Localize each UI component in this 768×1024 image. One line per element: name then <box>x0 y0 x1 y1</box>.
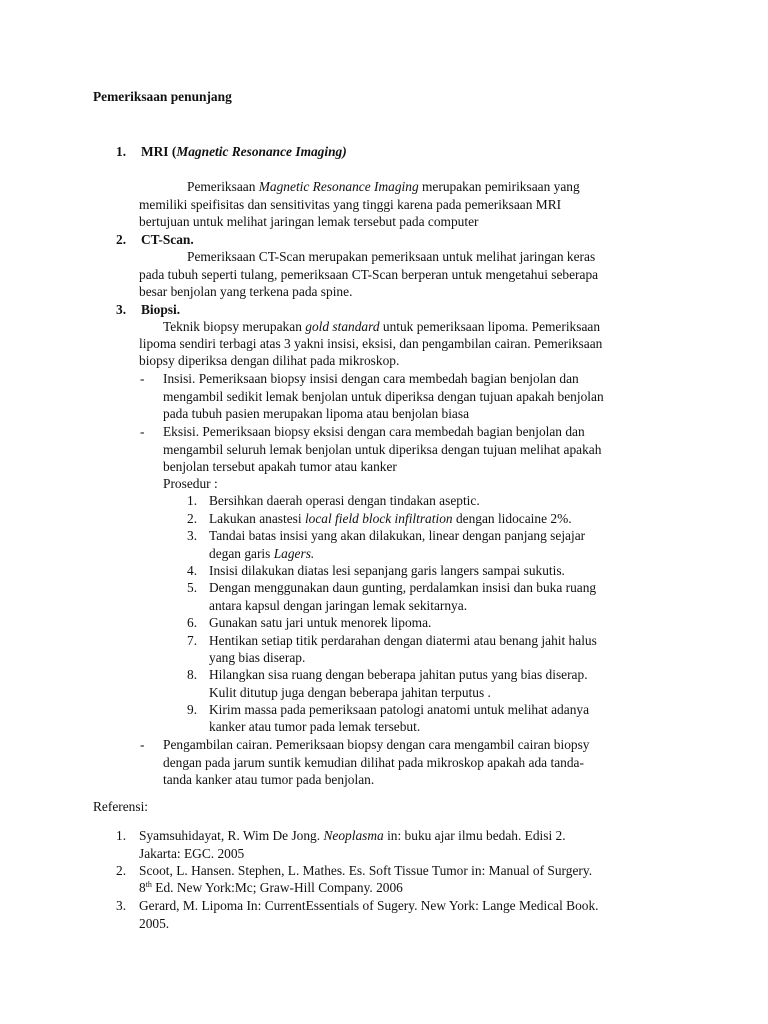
biopsi-paragraph-line: Teknik biopsy merupakan gold standard untuk pemeriksaan lipoma. Pemeriksaan <box>163 319 601 334</box>
references-title: Referensi: <box>93 799 149 814</box>
mri-paragraph-line: bertujuan untuk melihat jaringan lemak tersebut pada computer <box>139 214 479 229</box>
step-text: Kulit ditutup juga dengan beberapa jahitan terputus . <box>209 685 491 700</box>
step-number: 2. <box>187 511 198 526</box>
mri-paragraph-line: memiliki speifisitas dan sensitivitas yang tinggi karena pada pemeriksaan MRI <box>139 197 562 212</box>
insisi-line: Insisi. Pemeriksaan biopsy insisi dengan cara membedah bagian benjolan dan <box>163 371 579 386</box>
biopsi-paragraph-line: lipoma sendiri terbagi atas 3 yakni insisi, eksisi, dan pengambilan cairan. Pemeriksaan <box>139 336 603 351</box>
reference-number: 1. <box>116 828 127 843</box>
step-text: Dengan menggunakan daun gunting, perdalamkan insisi dan buka ruang <box>209 580 597 595</box>
insisi-line: pada tubuh pasien merupakan lipoma atau benjolan biasa <box>163 406 470 421</box>
reference-line: Gerard, M. Lipoma In: CurrentEssentials of Sugery. New York: Lange Medical Book. <box>139 898 599 913</box>
reference-line: 8th Ed. New York:Mc; Graw-Hill Company. 2006 <box>139 880 403 895</box>
eksisi-line: benjolan tersebut apakah tumor atau kanker <box>163 459 397 474</box>
step-number: 5. <box>187 580 198 595</box>
step-number: 3. <box>187 528 198 543</box>
reference-number: 3. <box>116 898 127 913</box>
ct-paragraph-line: pada tubuh seperti tulang, pemeriksaan CT-Scan berperan untuk mengetahui seberapa <box>139 267 599 282</box>
step-text: degan garis Lagers. <box>209 546 315 561</box>
biopsi-number: 3. <box>116 302 127 317</box>
reference-line: Jakarta: EGC. 2005 <box>139 846 245 861</box>
step-text: yang bias diserap. <box>209 650 306 665</box>
step-number: 7. <box>187 633 198 648</box>
step-text: kanker atau tumor pada lemak tersebut. <box>209 719 421 734</box>
eksisi-line: Eksisi. Pemeriksaan biopsy eksisi dengan cara membedah bagian benjolan dan <box>163 424 585 439</box>
ct-paragraph-line: Pemeriksaan CT-Scan merupakan pemeriksaan untuk melihat jaringan keras <box>187 249 596 264</box>
step-text: Kirim massa pada pemeriksaan patologi anatomi untuk melihat adanya <box>209 702 590 717</box>
ct-number: 2. <box>116 232 127 247</box>
step-text: Hilangkan sisa ruang dengan beberapa jahitan putus yang bias diserap. <box>209 667 588 682</box>
biopsi-title: Biopsi. <box>141 302 181 317</box>
step-number: 9. <box>187 702 198 717</box>
cairan-line: dengan pada jarum suntik kemudian dilihat pada mikroskop apakah ada tanda- <box>163 755 584 770</box>
dash-bullet: - <box>140 424 145 439</box>
step-text: antara kapsul dengan jaringan lemak sekitarnya. <box>209 598 468 613</box>
ct-paragraph-line: besar benjolan yang terkena pada spine. <box>139 284 353 299</box>
step-text: Insisi dilakukan diatas lesi sepanjang garis langers sampai sukutis. <box>209 563 565 578</box>
reference-line: Syamsuhidayat, R. Wim De Jong. Neoplasma in: buku ajar ilmu bedah. Edisi 2. <box>139 828 566 843</box>
step-text: Tandai batas insisi yang akan dilakukan, linear dengan panjang sejajar <box>209 528 586 543</box>
step-text: Lakukan anastesi local field block infiltration dengan lidocaine 2%. <box>209 511 572 526</box>
mri-paragraph-line: Pemeriksaan Magnetic Resonance Imaging merupakan pemiriksaan yang <box>187 179 580 194</box>
eksisi-line: mengambil seluruh lemak benjolan untuk diperiksa dengan tujuan melihat apakah <box>163 442 602 457</box>
insisi-line: mengambil sedikit lemak benjolan untuk diperiksa dengan tujuan apakah benjolan <box>163 389 604 404</box>
dash-bullet: - <box>140 737 145 752</box>
cairan-line: tanda kanker atau tumor pada benjolan. <box>163 772 375 787</box>
mri-title: MRI (Magnetic Resonance Imaging) <box>141 144 347 159</box>
step-number: 4. <box>187 563 198 578</box>
step-text: Bersihkan daerah operasi dengan tindakan aseptic. <box>209 493 480 508</box>
prosedur-label: Prosedur : <box>163 476 218 491</box>
page-title: Pemeriksaan penunjang <box>93 89 232 104</box>
dash-bullet: - <box>140 371 145 386</box>
reference-line: Scoot, L. Hansen. Stephen, L. Mathes. Es. Soft Tissue Tumor in: Manual of Surgery. <box>139 863 593 878</box>
mri-number: 1. <box>116 144 127 159</box>
reference-line: 2005. <box>139 916 170 931</box>
step-text: Hentikan setiap titik perdarahan dengan diatermi atau benang jahit halus <box>209 633 597 648</box>
step-number: 6. <box>187 615 198 630</box>
step-number: 1. <box>187 493 198 508</box>
reference-number: 2. <box>116 863 127 878</box>
ct-title: CT-Scan. <box>141 232 194 247</box>
step-text: Gunakan satu jari untuk menorek lipoma. <box>209 615 432 630</box>
biopsi-paragraph-line: biopsy diperiksa dengan dilihat pada mikroskop. <box>139 353 400 368</box>
cairan-line: Pengambilan cairan. Pemeriksaan biopsy dengan cara mengambil cairan biopsy <box>163 737 590 752</box>
step-number: 8. <box>187 667 198 682</box>
